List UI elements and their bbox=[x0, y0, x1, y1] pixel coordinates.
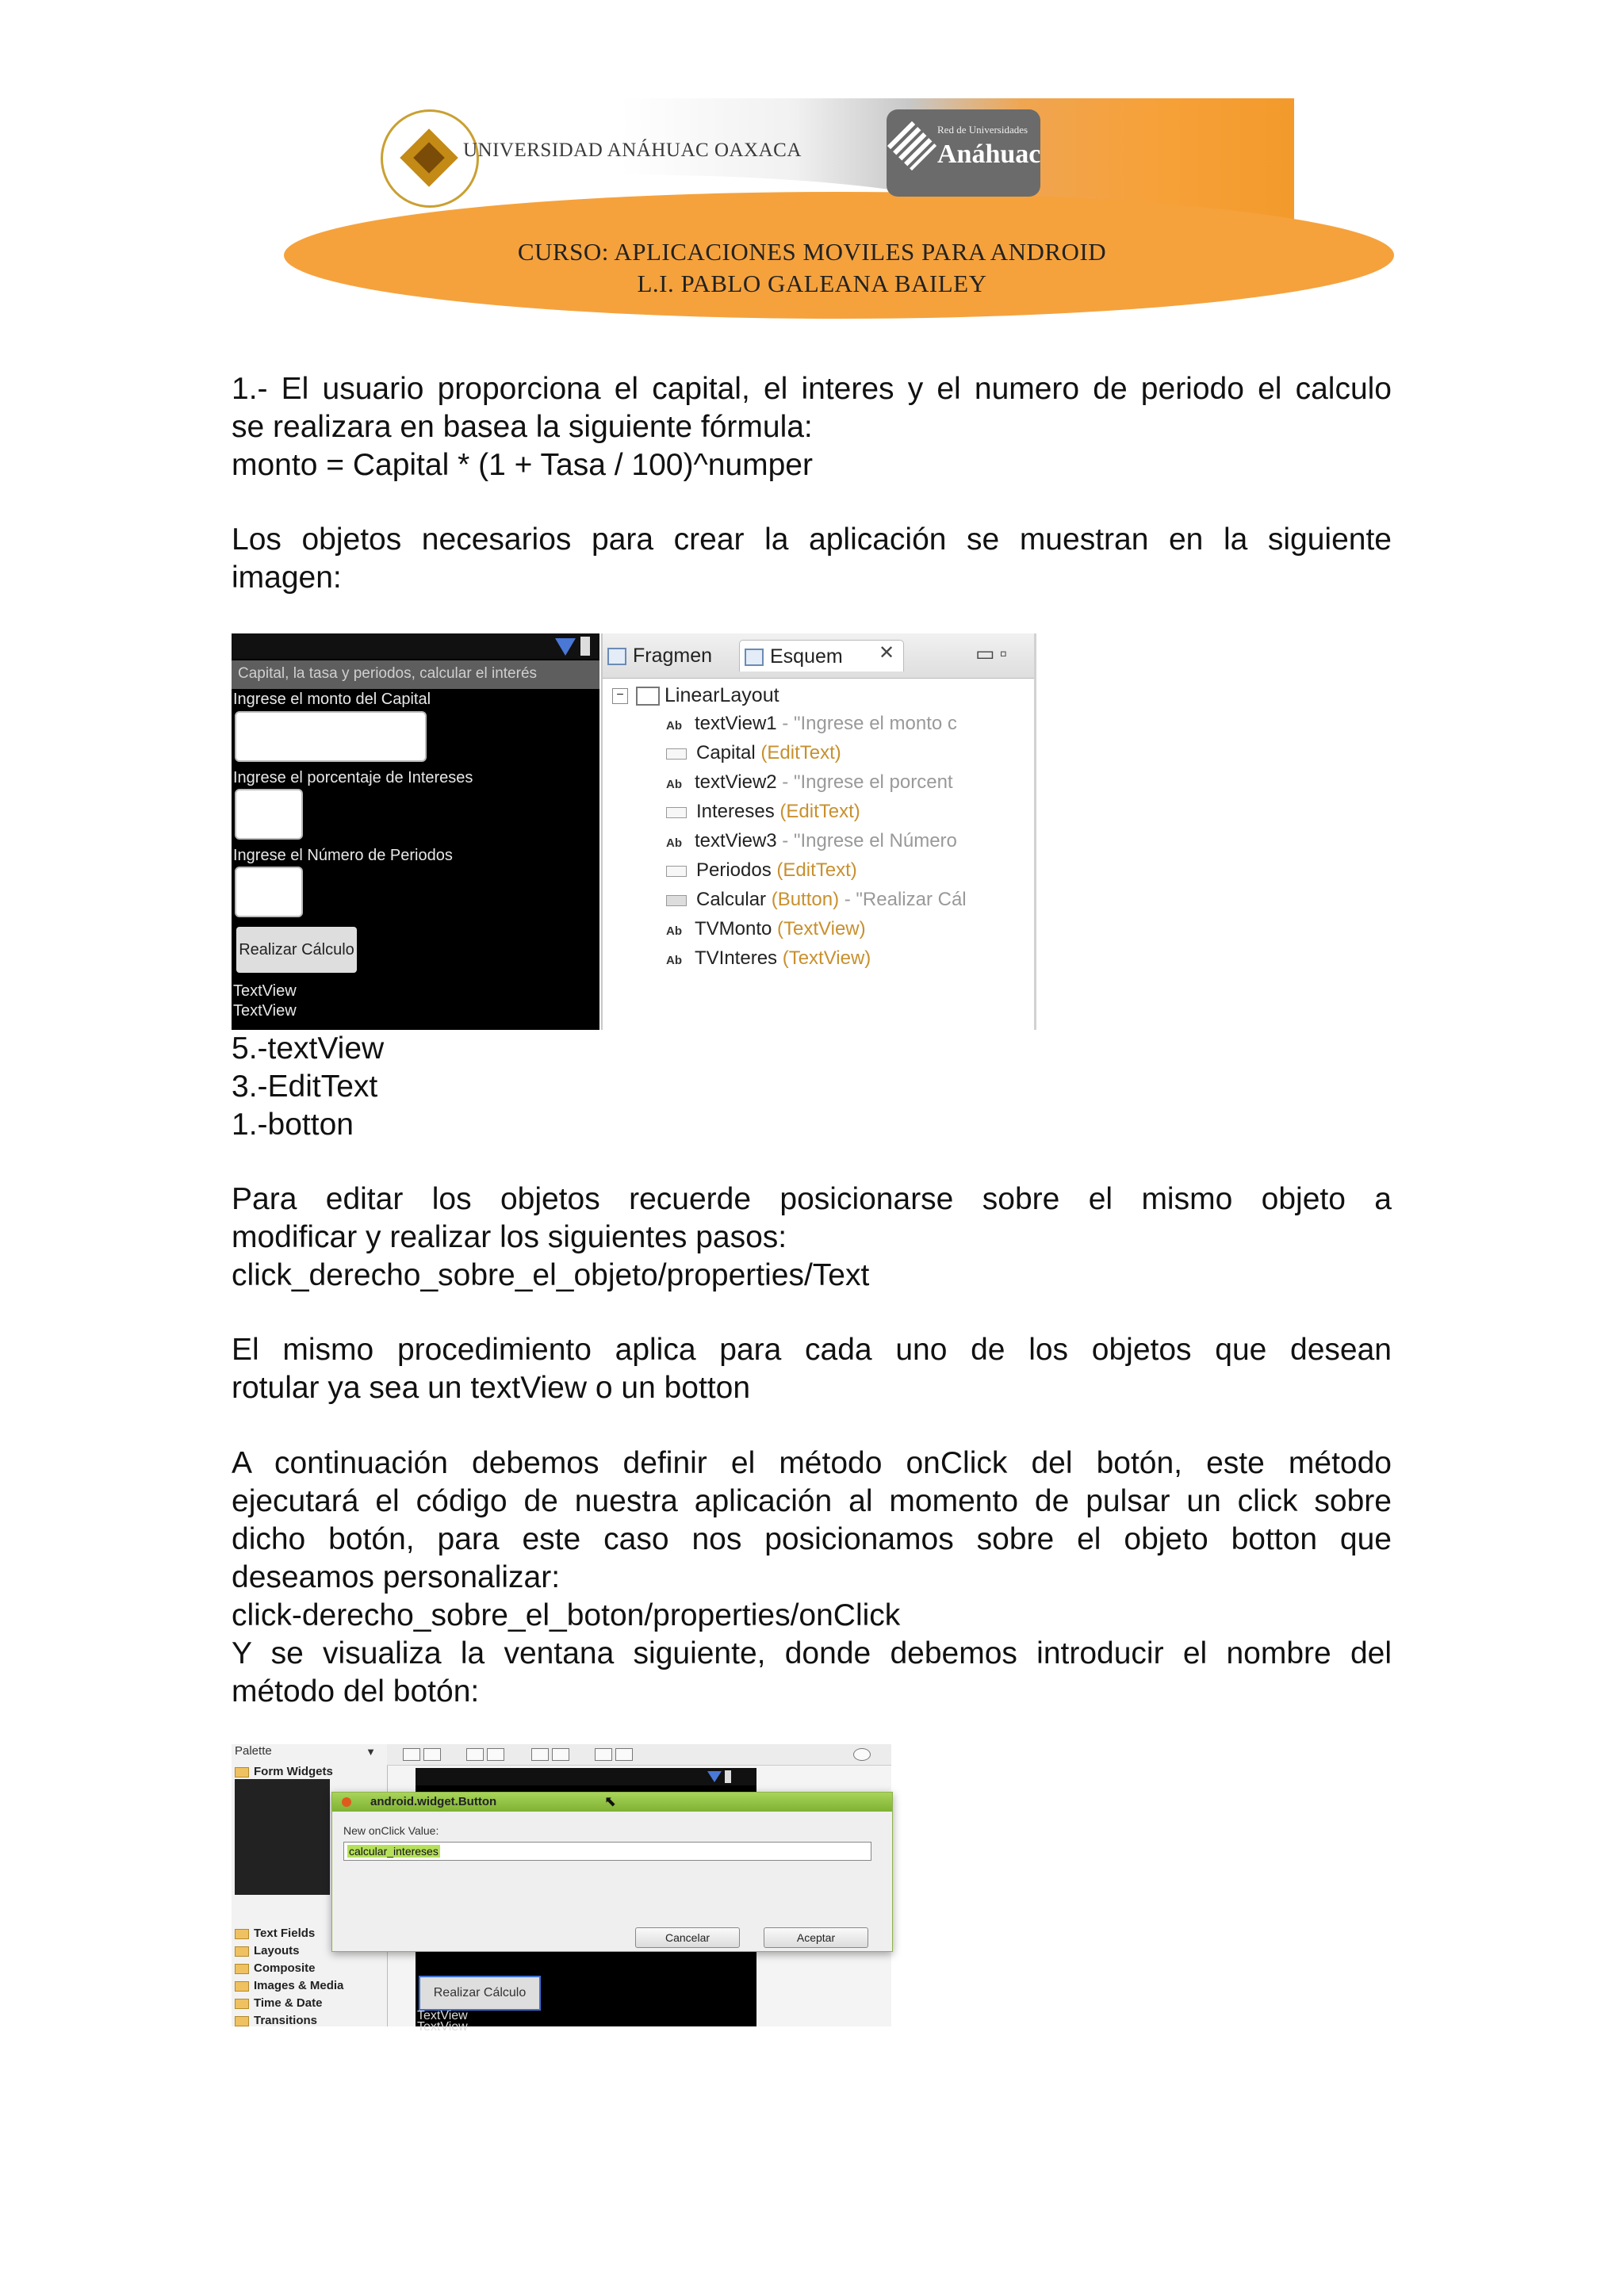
textview-icon: Ab bbox=[666, 954, 682, 967]
tree-root-label: LinearLayout bbox=[665, 684, 779, 706]
mouse-cursor-icon: ⬉ bbox=[604, 1793, 617, 1809]
palette-layouts[interactable] bbox=[235, 1944, 300, 1957]
count-button: 1.-botton bbox=[232, 1108, 354, 1142]
folder-icon bbox=[235, 1999, 249, 2009]
onclick-dialog-screenshot bbox=[232, 1744, 891, 2034]
tree-node-textview2[interactable] bbox=[666, 771, 953, 794]
node-name: textView3 bbox=[695, 830, 777, 851]
onclick-value: calcular_intereses bbox=[349, 1845, 439, 1858]
edittext-icon bbox=[666, 866, 687, 877]
app-title: Capital, la tasa y periodos, calcular el interés bbox=[238, 665, 538, 682]
text-line: 1.- El usuario proporciona el capital, el interes y el numero de periodo el calculo bbox=[232, 372, 1392, 406]
canvas-status-bar bbox=[416, 1768, 756, 1785]
anahuac-mark-icon bbox=[887, 121, 936, 170]
folder-icon bbox=[235, 1946, 249, 1957]
text-line: El mismo procedimiento aplica para cada uno de los objetos que desean bbox=[232, 1333, 1392, 1367]
palette-item-label: Transitions bbox=[254, 2014, 318, 2027]
label-periodos: Ingrese el Número de Periodos bbox=[233, 847, 453, 864]
label-capital: Ingrese el monto del Capital bbox=[233, 691, 431, 708]
text-line: deseamos personalizar: bbox=[232, 1560, 561, 1594]
palette-item-label: Time & Date bbox=[254, 1996, 323, 2010]
label-interes: Ingrese el porcentaje de Intereses bbox=[233, 769, 473, 786]
text-line: imagen: bbox=[232, 561, 342, 595]
toolbar-icon[interactable] bbox=[595, 1748, 612, 1761]
text-line: A continuación debemos definir el método onClick del botón, este método bbox=[232, 1446, 1392, 1480]
capital-input[interactable] bbox=[235, 711, 427, 762]
text-line: Y se visualiza la ventana siguiente, donde debemos introducir el nombre del bbox=[232, 1636, 1392, 1670]
teacher-name: L.I. PABLO GALEANA BAILEY bbox=[637, 270, 987, 297]
folder-icon bbox=[235, 1964, 249, 1974]
palette-text-fields[interactable] bbox=[235, 1927, 315, 1940]
folder-icon bbox=[235, 1981, 249, 1992]
palette-item-label: Form Widgets bbox=[254, 1765, 333, 1778]
palette-images-media[interactable] bbox=[235, 1979, 343, 1992]
node-type: (EditText) bbox=[755, 742, 841, 763]
text-line: ejecutará el código de nuestra aplicación al momento de pulsar un click sobre bbox=[232, 1484, 1392, 1518]
text-line: se realizara en basea la siguiente fórmula: bbox=[232, 410, 813, 444]
palette-item-label: Images & Media bbox=[254, 1979, 344, 1992]
zoom-icon[interactable] bbox=[853, 1748, 871, 1761]
tab-label: Esquem bbox=[770, 645, 843, 668]
node-type: (TextView) bbox=[777, 947, 871, 969]
outline-tabs bbox=[603, 633, 1034, 679]
outline-icon bbox=[745, 649, 764, 666]
selected-calculate-button[interactable]: Realizar Cálculo bbox=[419, 1976, 541, 2011]
paragraph-onclick bbox=[232, 1445, 1392, 1711]
canvas-textview: TextView bbox=[417, 2009, 468, 2022]
node-extra: - "Ingrese el monto c bbox=[776, 713, 957, 734]
tree-node-capital[interactable] bbox=[666, 742, 841, 764]
node-name: TVInteres bbox=[695, 947, 778, 969]
edittext-icon bbox=[666, 807, 687, 818]
palette-transitions[interactable] bbox=[235, 2014, 317, 2027]
palette-composite[interactable] bbox=[235, 1961, 316, 1975]
layout-icon bbox=[636, 687, 660, 706]
tree-node-calcular[interactable] bbox=[666, 889, 967, 911]
battery-icon bbox=[580, 637, 590, 656]
network-small-text: Red de Universidades bbox=[937, 124, 1028, 136]
node-name: textView1 bbox=[695, 713, 777, 734]
toolbar-icon[interactable] bbox=[531, 1748, 549, 1761]
palette-time-date[interactable] bbox=[235, 1996, 322, 2010]
tab-label: Fragmen bbox=[633, 645, 713, 667]
toolbar-icon[interactable] bbox=[615, 1748, 633, 1761]
palette-item-label: Composite bbox=[254, 1961, 316, 1975]
palette-item-label: Text Fields bbox=[254, 1927, 316, 1940]
periodos-input[interactable] bbox=[235, 867, 303, 917]
node-type: (EditText) bbox=[774, 801, 860, 822]
tree-node-textview1[interactable] bbox=[666, 713, 957, 735]
button-icon bbox=[666, 895, 687, 906]
canvas-textview: TextView bbox=[417, 2020, 468, 2034]
onclick-dialog bbox=[331, 1792, 893, 1952]
interes-input[interactable] bbox=[235, 789, 303, 840]
cancel-button[interactable]: Cancelar bbox=[635, 1927, 740, 1948]
collapse-icon[interactable]: − bbox=[612, 688, 628, 704]
folder-icon bbox=[235, 1767, 249, 1777]
toolbar-icon[interactable] bbox=[552, 1748, 569, 1761]
course-title: CURSO: APLICACIONES MOVILES PARA ANDROID bbox=[517, 238, 1107, 266]
node-name: textView2 bbox=[695, 771, 777, 793]
node-extra: - "Ingrese el Número bbox=[776, 830, 957, 851]
count-edittext: 3.-EditText bbox=[232, 1070, 378, 1104]
text-line: rotular ya sea un textView o un botton bbox=[232, 1371, 751, 1405]
text-line: método del botón: bbox=[232, 1674, 480, 1709]
node-name: TVMonto bbox=[695, 918, 772, 939]
node-name: Periodos bbox=[696, 859, 772, 881]
editor-toolbar bbox=[387, 1744, 891, 1766]
tree-node-tvmonto[interactable] bbox=[666, 918, 866, 940]
palette-header bbox=[235, 1744, 384, 1762]
anahuac-network-logo bbox=[887, 109, 1040, 197]
edittext-icon bbox=[666, 748, 687, 760]
textview-monto: TextView bbox=[233, 982, 297, 1000]
paragraph-formula bbox=[232, 370, 1392, 484]
outline-panel bbox=[601, 633, 1036, 1030]
signal-icon bbox=[707, 1771, 722, 1782]
dialog-title: android.widget.Button bbox=[370, 1795, 497, 1808]
toolbar-icon[interactable] bbox=[423, 1748, 441, 1761]
text-line: modificar y realizar los siguientes pasos: bbox=[232, 1220, 787, 1254]
object-counts bbox=[232, 1030, 1392, 1144]
fragment-icon bbox=[607, 648, 626, 665]
palette-form-widgets[interactable] bbox=[235, 1765, 333, 1778]
textview-interes: TextView bbox=[233, 1002, 297, 1020]
minimize-maximize-icon[interactable]: ▭▫ bbox=[975, 641, 1012, 665]
tree-root-linearlayout[interactable] bbox=[612, 684, 779, 707]
node-type: (TextView) bbox=[772, 918, 866, 939]
toolbar-icon[interactable] bbox=[466, 1748, 484, 1761]
tab-fragment[interactable] bbox=[607, 640, 712, 672]
palette-title: Palette bbox=[235, 1744, 272, 1758]
path-line: click_derecho_sobre_el_objeto/properties/Text bbox=[232, 1258, 870, 1292]
palette-item-label: Layouts bbox=[254, 1944, 300, 1957]
tree-node-intereses[interactable] bbox=[666, 801, 860, 823]
paragraph-objects bbox=[232, 521, 1392, 597]
count-textview: 5.-textView bbox=[232, 1031, 385, 1066]
dialog-app-icon bbox=[342, 1797, 351, 1807]
tree-node-tvinteres[interactable] bbox=[666, 947, 871, 970]
university-name: UNIVERSIDAD ANÁHUAC OAXACA bbox=[463, 140, 802, 161]
onclick-value-input[interactable] bbox=[343, 1842, 871, 1861]
battery-icon bbox=[725, 1770, 731, 1783]
signal-icon bbox=[555, 638, 576, 656]
node-name: Calcular bbox=[696, 889, 767, 910]
palette-widget-preview bbox=[235, 1779, 330, 1895]
close-icon[interactable]: ✕ bbox=[879, 642, 895, 664]
folder-icon bbox=[235, 2016, 249, 2026]
dialog-label: New onClick Value: bbox=[343, 1824, 439, 1837]
text-line: dicho botón, para este caso nos posicionamos sobre el objeto botton que bbox=[232, 1522, 1392, 1556]
realizar-calculo-button[interactable]: Realizar Cálculo bbox=[236, 927, 357, 973]
text-line: Los objetos necesarios para crear la aplicación se muestran en la siguiente bbox=[232, 522, 1392, 557]
folder-icon bbox=[235, 1929, 249, 1939]
tree-node-periodos[interactable] bbox=[666, 859, 857, 882]
textview-icon: Ab bbox=[666, 924, 682, 938]
paragraph-procedure bbox=[232, 1331, 1392, 1407]
accept-button[interactable]: Aceptar bbox=[764, 1927, 868, 1948]
node-extra: - "Ingrese el porcent bbox=[776, 771, 953, 793]
textview-icon: Ab bbox=[666, 836, 682, 850]
tree-node-textview3[interactable] bbox=[666, 830, 957, 852]
node-name: Intereses bbox=[696, 801, 775, 822]
android-device-preview bbox=[232, 633, 599, 1030]
text-line: Para editar los objetos recuerde posicionarse sobre el mismo objeto a bbox=[232, 1182, 1392, 1216]
textview-icon: Ab bbox=[666, 778, 682, 791]
path-line: click-derecho_sobre_el_boton/properties/onClick bbox=[232, 1598, 901, 1632]
formula-line: monto = Capital * (1 + Tasa / 100)^numper bbox=[232, 448, 813, 482]
header-banner bbox=[331, 98, 1294, 239]
chevron-down-icon[interactable]: ▼ bbox=[366, 1746, 376, 1758]
node-extra: - "Realizar Cál bbox=[839, 889, 967, 910]
toolbar-icon[interactable] bbox=[403, 1748, 420, 1761]
device-status-bar bbox=[232, 633, 599, 659]
network-big-text: Anáhuac bbox=[937, 140, 1041, 169]
node-name: Capital bbox=[696, 742, 756, 763]
node-type: (EditText) bbox=[771, 859, 857, 881]
paragraph-edit-objects bbox=[232, 1181, 1392, 1295]
textview-icon: Ab bbox=[666, 719, 682, 733]
toolbar-icon[interactable] bbox=[487, 1748, 504, 1761]
node-type: (Button) bbox=[766, 889, 840, 910]
app-title-bar bbox=[232, 660, 599, 689]
